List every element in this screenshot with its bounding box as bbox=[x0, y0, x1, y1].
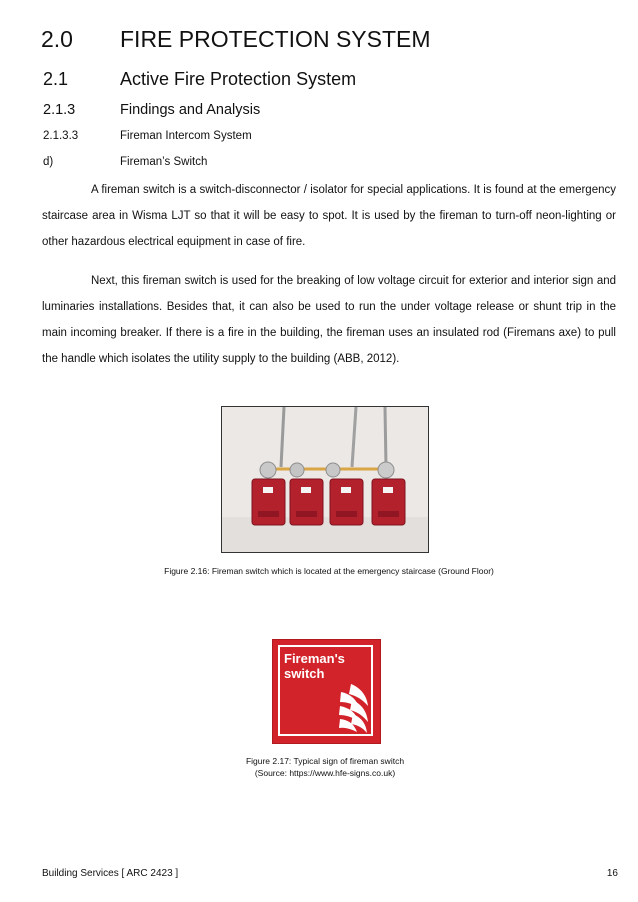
fireman-switch-photo bbox=[221, 406, 429, 553]
paragraph-2: Next, this fireman switch is used for the breaking of low voltage circuit for exterior and interior sign and luminaries installations. Besides that, it can also be used to run the under voltage release or shunt trip in the main incoming breaker. If there is a fire in the building, the fireman uses an insulated rod (Firemans axe) to pull the handle which isolates the utility supply to the building (ABB, 2012). bbox=[42, 275, 616, 365]
section-number: 2.0 bbox=[41, 26, 73, 52]
fireman-switch-sign bbox=[272, 639, 381, 744]
item-title: Fireman’s Switch bbox=[120, 156, 208, 168]
flame-icon bbox=[337, 680, 373, 736]
figure-caption-2-16: Figure 2.16: Fireman switch which is located at the emergency staircase (Ground Floor) bbox=[164, 566, 494, 576]
footer-course: Building Services [ ARC 2423 ] bbox=[42, 868, 179, 879]
subsection-number: 2.1 bbox=[43, 69, 69, 89]
level4-title: Fireman Intercom System bbox=[120, 130, 252, 142]
item-letter: d) bbox=[43, 156, 54, 168]
page-number: 16 bbox=[606, 868, 618, 879]
subsubsection-title: Findings and Analysis bbox=[120, 102, 261, 118]
subsection-title: Active Fire Protection System bbox=[120, 69, 357, 89]
level4-number: 2.1.3.3 bbox=[43, 130, 79, 142]
sign-text-line-1: Fireman's bbox=[284, 651, 345, 666]
fireman-switch-illustration bbox=[222, 407, 428, 552]
figure-caption-2-17 bbox=[190, 755, 460, 779]
figure-caption-2-17-line-1: Figure 2.17: Typical sign of fireman switch bbox=[245, 756, 405, 766]
sign-text bbox=[284, 651, 345, 681]
figure-caption-2-17-source: (Source: https://www.hfe-signs.co.uk) bbox=[254, 768, 396, 778]
subsubsection-number: 2.1.3 bbox=[43, 102, 76, 118]
sign-text-line-2: switch bbox=[284, 666, 325, 681]
paragraph-1: A fireman switch is a switch-disconnector / isolator for special applications. It is found at the emergency staircase area in Wisma LJT so that it will be easy to spot. It is used by the fireman to turn-off neon-lighting or other hazardous electrical equipment in case of fire. bbox=[42, 184, 616, 248]
section-title: FIRE PROTECTION SYSTEM bbox=[120, 26, 431, 52]
